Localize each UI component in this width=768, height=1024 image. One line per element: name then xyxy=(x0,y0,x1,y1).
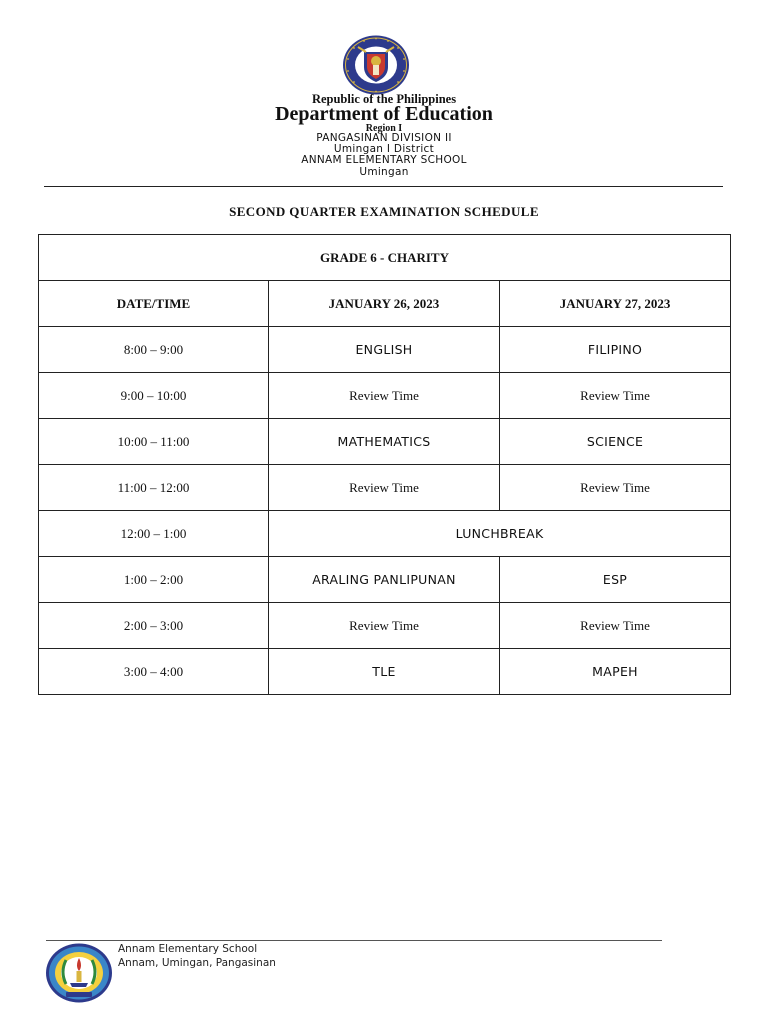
time-cell: 10:00 – 11:00 xyxy=(39,419,269,465)
column-header: DATE/TIME xyxy=(39,281,269,327)
subject-cell: Review Time xyxy=(269,465,500,511)
subject-cell: Review Time xyxy=(500,465,731,511)
subject-cell: Review Time xyxy=(269,373,500,419)
time-cell: 8:00 – 9:00 xyxy=(39,327,269,373)
table-row xyxy=(39,649,731,695)
column-header: JANUARY 27, 2023 xyxy=(500,281,731,327)
subject-cell: MAPEH xyxy=(500,649,731,695)
subject-cell: SCIENCE xyxy=(500,419,731,465)
subject-cell: ENGLISH xyxy=(269,327,500,373)
deped-seal-icon xyxy=(340,34,412,96)
schedule-title: SECOND QUARTER EXAMINATION SCHEDULE xyxy=(229,204,539,219)
table-row xyxy=(39,511,731,557)
region-heading: Region I xyxy=(365,123,403,134)
time-cell: 12:00 – 1:00 xyxy=(39,511,269,557)
school-seal-icon xyxy=(44,942,114,1004)
class-name-cell: GRADE 6 - CHARITY xyxy=(39,235,731,281)
table-row xyxy=(39,603,731,649)
header-divider xyxy=(44,186,723,187)
time-cell: 11:00 – 12:00 xyxy=(39,465,269,511)
subject-cell: FILIPINO xyxy=(500,327,731,373)
footer-divider xyxy=(46,940,662,941)
lunchbreak-cell: LUNCHBREAK xyxy=(269,511,731,557)
table-row xyxy=(39,419,731,465)
time-cell: 1:00 – 2:00 xyxy=(39,557,269,603)
column-header: JANUARY 26, 2023 xyxy=(269,281,500,327)
table-row xyxy=(39,373,731,419)
subject-cell: Review Time xyxy=(500,603,731,649)
subject-cell: ARALING PANLIPUNAN xyxy=(269,557,500,603)
town-heading: Umingan xyxy=(359,166,409,178)
class-name-row xyxy=(39,235,731,281)
subject-cell: MATHEMATICS xyxy=(269,419,500,465)
school-heading: ANNAM ELEMENTARY SCHOOL xyxy=(301,154,467,166)
table-row xyxy=(39,465,731,511)
time-cell: 3:00 – 4:00 xyxy=(39,649,269,695)
table-row xyxy=(39,327,731,373)
department-heading: Department of Education xyxy=(275,103,493,125)
footer-address: Annam, Umingan, Pangasinan xyxy=(118,957,276,969)
header-row xyxy=(39,281,731,327)
subject-cell: Review Time xyxy=(500,373,731,419)
exam-schedule-table xyxy=(38,234,731,695)
subject-cell: Review Time xyxy=(269,603,500,649)
district-heading: Umingan I District xyxy=(333,143,435,155)
subject-cell: ESP xyxy=(500,557,731,603)
table-row xyxy=(39,557,731,603)
footer-school-name: Annam Elementary School xyxy=(118,943,258,955)
time-cell: 2:00 – 3:00 xyxy=(39,603,269,649)
division-heading: PANGASINAN DIVISION II xyxy=(316,132,452,144)
subject-cell: TLE xyxy=(269,649,500,695)
time-cell: 9:00 – 10:00 xyxy=(39,373,269,419)
republic-heading: Republic of the Philippines xyxy=(311,92,457,106)
